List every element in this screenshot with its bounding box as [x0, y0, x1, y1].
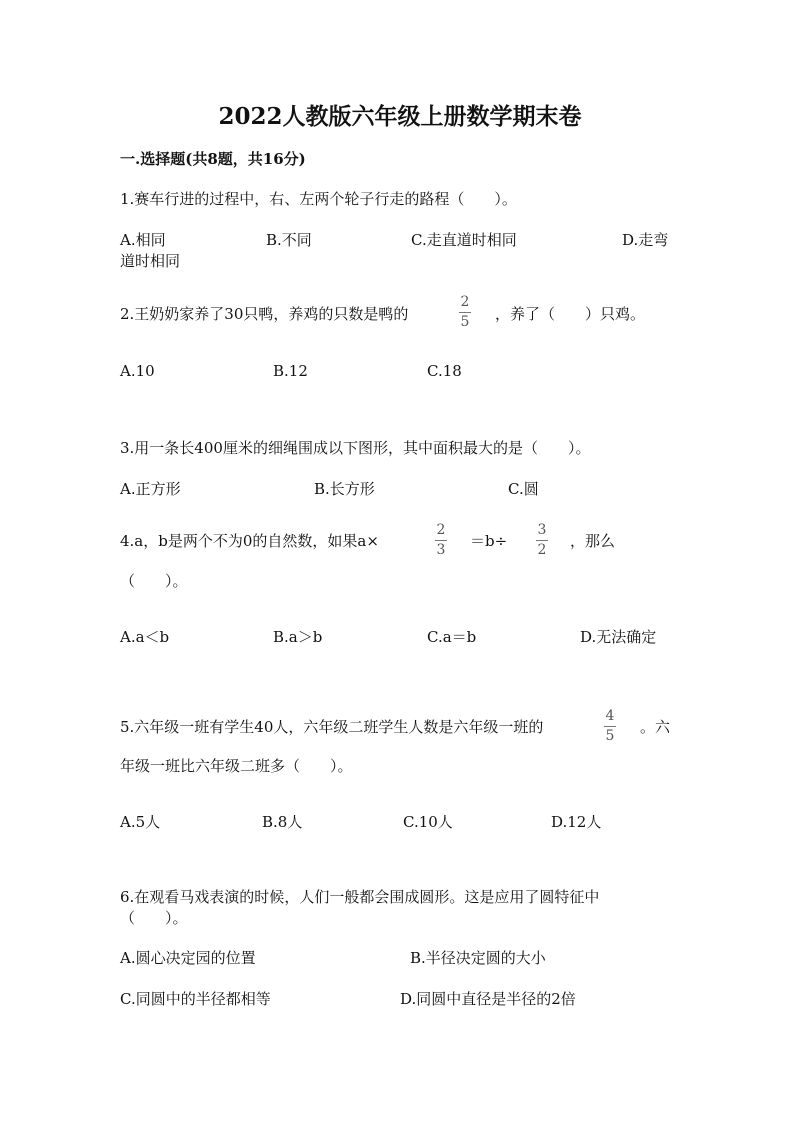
- question-1-option-b: B.不同: [266, 231, 312, 249]
- question-6-option-b: B.半径决定圆的大小: [410, 949, 546, 967]
- question-1-option-d-cont: 道时相同: [120, 252, 181, 270]
- question-2-option-b: B.12: [273, 362, 308, 380]
- fraction-bar: [459, 312, 471, 313]
- question-4-text-b: ＝b÷: [470, 532, 508, 550]
- question-5-text-a: 5.六年级一班有学生40人，六年级二班学生人数是六年级一班的: [120, 718, 544, 736]
- question-5-option-d: D.12人: [551, 813, 602, 831]
- question-3-option-b: B.长方形: [314, 480, 375, 498]
- question-4-text-c: ，那么: [570, 532, 616, 550]
- question-4-option-c: C.a＝b: [427, 628, 477, 646]
- question-2-option-c: C.18: [427, 362, 462, 380]
- question-2-text-a: 2.王奶奶家养了30只鸭，养鸡的只数是鸭的: [120, 305, 409, 323]
- fraction-bar: [604, 726, 616, 727]
- question-5-fraction: [604, 708, 616, 745]
- question-6-text: 6.在观看马戏表演的时候，人们一般都会围成圆形。这是应用了圆特征中: [120, 888, 600, 906]
- question-6-option-c: C.同圆中的半径都相等: [120, 990, 271, 1008]
- page-title: 2022人教版六年级上册数学期末卷: [218, 103, 582, 130]
- fraction-bar: [536, 540, 548, 541]
- question-3-option-a: A.正方形: [120, 480, 181, 498]
- question-4-text-a: 4.a，b是两个不为0的自然数，如果a×: [120, 532, 379, 550]
- question-3-text: 3.用一条长400厘米的细绳围成以下图形，其中面积最大的是（ ）。: [120, 439, 591, 457]
- question-4-fraction-1: [435, 522, 447, 559]
- fraction-numerator: 4: [605, 708, 615, 724]
- question-5-option-c: C.10人: [403, 813, 453, 831]
- fraction-numerator: 2: [460, 294, 470, 310]
- question-5-option-a: A.5人: [120, 813, 161, 831]
- question-2-fraction: [459, 294, 471, 331]
- question-4-option-d: D.无法确定: [580, 628, 657, 646]
- question-5-cont: 年级一班比六年级二班多（ ）。: [120, 757, 353, 775]
- fraction-denominator: 5: [460, 314, 470, 330]
- fraction-numerator: 3: [537, 522, 547, 538]
- question-1-text: 1.赛车行进的过程中，右、左两个轮子行走的路程（ ）。: [120, 190, 517, 208]
- fraction-bar: [435, 540, 447, 541]
- question-6-option-a: A.圆心决定园的位置: [120, 949, 256, 967]
- fraction-numerator: 2: [436, 522, 446, 538]
- question-1-option-c: C.走直道时相同: [411, 231, 517, 249]
- question-6-option-d: D.同圆中直径是半径的2倍: [400, 990, 576, 1008]
- question-6-cont: （ ）。: [120, 909, 188, 927]
- question-2-text-b: ，养了（ ）只鸡。: [495, 305, 646, 323]
- question-1-option-a: A.相同: [120, 231, 166, 249]
- question-4-option-b: B.a＞b: [273, 628, 323, 646]
- question-4-fraction-2: [536, 522, 548, 559]
- question-3-option-c: C.圆: [508, 480, 539, 498]
- question-5-option-b: B.8人: [262, 813, 303, 831]
- section-heading: 一.选择题(共8题，共16分): [120, 150, 306, 168]
- fraction-denominator: 2: [537, 542, 547, 558]
- question-4-cont: （ ）。: [120, 572, 188, 590]
- question-5-text-b: 。六: [640, 718, 671, 736]
- question-4-option-a: A.a＜b: [120, 628, 170, 646]
- fraction-denominator: 3: [436, 542, 446, 558]
- question-1-option-d: D.走弯: [622, 231, 669, 249]
- fraction-denominator: 5: [605, 728, 615, 744]
- question-2-option-a: A.10: [120, 362, 155, 380]
